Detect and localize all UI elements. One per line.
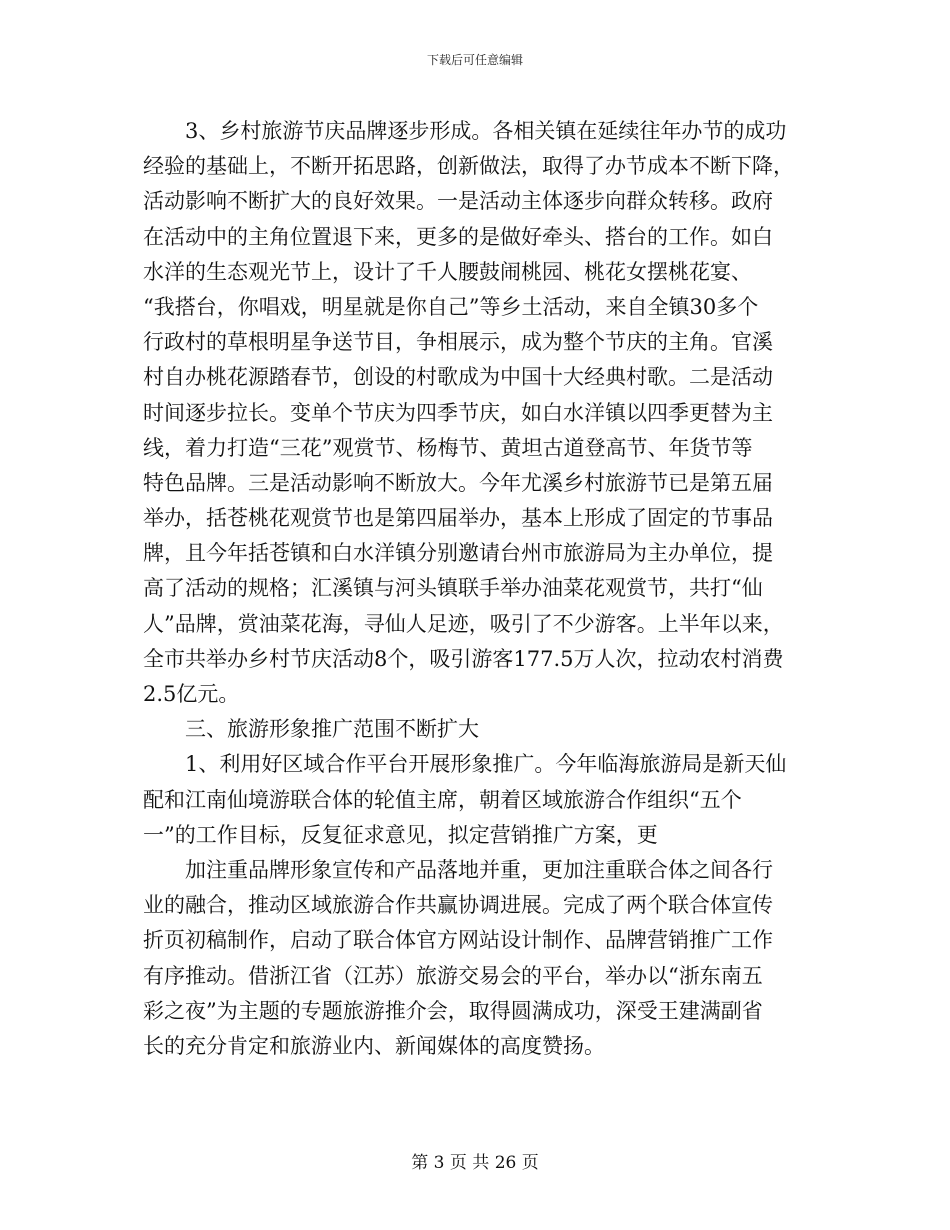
text-line: 有序推动。借浙江省（江苏）旅游交易会的平台，举办以“浙东南五 [143, 963, 763, 988]
text-line: 活动影响不断扩大的良好效果。一是活动主体逐步向群众转移。政府 [143, 189, 773, 214]
text-line: 水洋的生态观光节上，设计了千人腰鼓闹桃园、桃花女摆桃花宴、 [143, 259, 752, 284]
document-body [143, 114, 815, 1064]
text-line: 3、乡村旅游节庆品牌逐步形成。各相关镇在延续往年办节的成功 [185, 119, 787, 143]
page-header: 下载后可任意编辑 [426, 53, 523, 67]
text-line: 行政村的草根明星争送节目，争相展示，成为整个节庆的主角。官溪 [143, 330, 773, 355]
text-line: 人”品牌，赏油菜花海，寻仙人足迹，吸引了不少游客。上半年以来， [143, 611, 784, 636]
text-line: 加注重品牌形象宣传和产品落地并重，更加注重联合体之间各行 [185, 857, 773, 882]
text-line: 长的充分肯定和旅游业内、新闻媒体的高度赞扬。 [143, 1033, 605, 1058]
text-line: 业的融合，推动区域旅游合作共赢协调进展。完成了两个联合体宣传 [143, 893, 773, 918]
text-line: 举办，括苍桃花观赏节也是第四届举办，基本上形成了固定的节事品 [143, 506, 773, 531]
text-line: 在活动中的主角位置退下来，更多的是做好牵头、搭台的工作。如白 [143, 224, 773, 249]
text-line: 配和江南仙境游联合体的轮值主席，朝着区域旅游合作组织“五个 [143, 787, 742, 812]
text-line: 全市共举办乡村节庆活动8个，吸引游客177.5万人次，拉动农村消费 [143, 646, 784, 671]
text-line: 经验的基础上，不断开拓思路，创新做法，取得了办节成本不断下降， [143, 154, 794, 179]
text-line: 时间逐步拉长。变单个节庆为四季节庆，如白水洋镇以四季更替为主 [143, 400, 773, 425]
text-line: 折页初稿制作，启动了联合体官方网站设计制作、品牌营销推广工作 [143, 928, 773, 953]
text-line: 线，着力打造“三花”观赏节、杨梅节、黄坦古道登高节、年货节等 [143, 435, 753, 460]
text-line: 2.5亿元。 [143, 682, 240, 706]
text-line: 牌，且今年括苍镇和白水洋镇分别邀请台州市旅游局为主办单位，提 [143, 541, 773, 566]
text-line: 一”的工作目标，反复征求意见，拟定营销推广方案，更 [143, 822, 658, 847]
text-line: 高了活动的规格；汇溪镇与河头镇联手举办油菜花观赏节，共打“仙 [143, 576, 763, 601]
text-line: “我搭台，你唱戏，明星就是你自己”等乡土活动，来自全镇30多个 [143, 294, 759, 319]
page-footer: 第 3 页 共 26 页 [411, 1153, 539, 1173]
text-line: 1、利用好区域合作平台开展形象推广。今年临海旅游局是新天仙 [185, 752, 787, 777]
text-line: 彩之夜”为主题的专题旅游推介会，取得圆满成功，深受王建满副省 [143, 998, 763, 1023]
section-heading: 三、旅游形象推广范围不断扩大 [185, 717, 479, 742]
text-line: 特色品牌。三是活动影响不断放大。今年尤溪乡村旅游节已是第五届 [143, 470, 773, 495]
text-line: 村自办桃花源踏春节，创设的村歌成为中国十大经典村歌。二是活动 [143, 365, 773, 390]
